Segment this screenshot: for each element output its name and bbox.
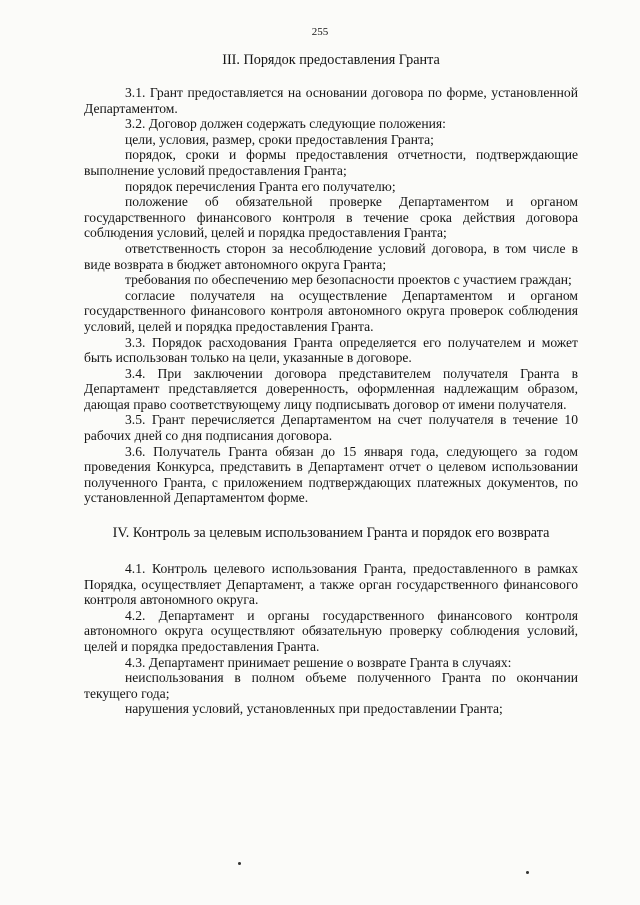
paragraph-3-3: 3.3. Порядок расходования Гранта определяется его получателем и может быть использован только на цели, указанные в договоре. bbox=[84, 334, 578, 366]
list-item-goals: цели, условия, размер, сроки предоставления Гранта; bbox=[125, 131, 434, 147]
paragraph-3-5: 3.5. Грант перечисляется Департаментом на счет получателя в течение 10 рабочих дней со дня подписания договора. bbox=[84, 412, 578, 444]
scan-speck bbox=[238, 862, 241, 865]
list-item-violation: нарушения условий, установленных при предоставлении Гранта; bbox=[125, 701, 503, 717]
scan-speck bbox=[526, 871, 529, 874]
list-item-consent: согласие получателя на осуществление Департаментом и органом государственного финансового контроля автономного округа проверок соблюдения условий, целей и порядка предоставления Гранта. bbox=[84, 287, 578, 334]
page-number: 255 bbox=[311, 26, 329, 38]
list-item-unused: неиспользования в полном объеме полученного Гранта по окончании текущего года; bbox=[84, 670, 578, 701]
paragraph-4-3: 4.3. Департамент принимает решение о возврате Гранта в случаях: bbox=[125, 654, 512, 670]
paragraph-3-2: 3.2. Договор должен содержать следующие положения: bbox=[125, 116, 446, 132]
paragraph-3-4: 3.4. При заключении договора представителем получателя Гранта в Департамент представляется доверенность, оформленная надлежащим образом, дающая право соответствующему лицу подписывать договор от имени получателя. bbox=[84, 365, 578, 412]
list-item-transfer: порядок перечисления Гранта его получателю; bbox=[125, 178, 396, 194]
list-item-safety: требования по обеспечению мер безопасности проектов с участием граждан; bbox=[125, 272, 572, 288]
section-3-heading: III. Порядок предоставления Гранта bbox=[222, 52, 440, 68]
paragraph-4-2: 4.2. Департамент и органы государственного финансового контроля автономного округа осуществляют обязательную проверку соблюдения условий, целей и порядка предоставления Гранта. bbox=[84, 607, 578, 654]
paragraph-4-1: 4.1. Контроль целевого использования Гранта, предоставленного в рамках Порядка, осуществляет Департамент, а также орган государственного финансового контроля автономного округа. bbox=[84, 561, 578, 608]
document-body bbox=[84, 48, 578, 717]
paragraph-3-6: 3.6. Получатель Гранта обязан до 15 января года, следующего за годом проведения Конкурса, представить в Департамент отчет о целевом использовании полученного Гранта, с приложением подтверждающих платежных документов, по установленной Департаментом форме. bbox=[84, 443, 578, 506]
list-item-reporting: порядок, сроки и формы предоставления отчетности, подтверждающие выполнение условий предоставления Гранта; bbox=[84, 147, 578, 178]
list-item-inspection: положение об обязательной проверке Департаментом и органом государственного финансового контроля в течение срока действия договора соблюдения условий, целей и порядка предоставления Гранта; bbox=[84, 194, 578, 241]
list-item-liability: ответственность сторон за несоблюдение условий договора, в том числе в виде возврата в бюджет автономного округа Гранта; bbox=[84, 240, 578, 272]
section-4-heading: IV. Контроль за целевым использованием Гранта и порядок его возврата bbox=[112, 525, 550, 542]
paragraph-3-1: 3.1. Грант предоставляется на основании договора по форме, установленной Департаментом. bbox=[84, 85, 578, 116]
